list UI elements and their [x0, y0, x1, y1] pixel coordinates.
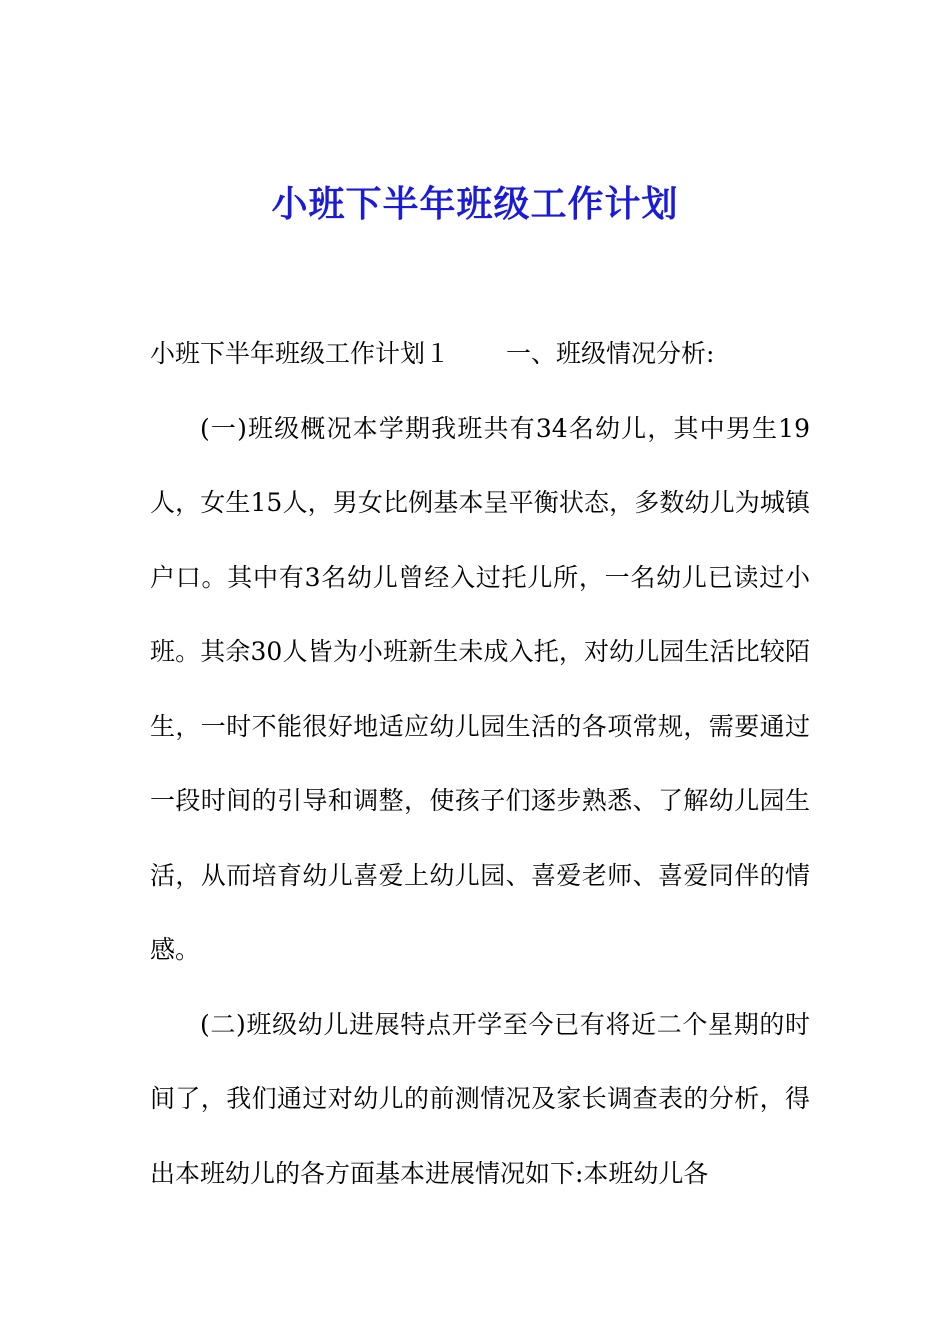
intro-line: [150, 317, 810, 392]
paragraph-1: (一)班级概况本学期我班共有34名幼儿，其中男生19人，女生15人，男女比例基本呈平衡状态，多数幼儿为城镇户口。其中有3名幼儿曾经入过托儿所，一名幼儿已读过小班。其余30人皆为小班新生未成入托，对幼儿园生活比较陌生，一时不能很好地适应幼儿园生活的各项常规，需要通过一段时间的引导和调整，使孩子们逐步熟悉、了解幼儿园生活，从而培育幼儿喜爱上幼儿园、喜爱老师、喜爱同伴的情感。: [150, 413, 810, 964]
section-heading: 一、班级情况分析:: [506, 339, 715, 368]
intro-heading: 小班下半年班级工作计划１: [150, 339, 451, 368]
paragraph-2: (二)班级幼儿进展特点开学至今已有将近二个星期的时间了，我们通过对幼儿的前测情况及家长调查表的分析，得出本班幼儿的各方面基本进展情况如下:本班幼儿各: [150, 1009, 810, 1188]
document-body: [150, 317, 810, 1211]
document-title: 小班下半年班级工作计划: [271, 183, 679, 225]
